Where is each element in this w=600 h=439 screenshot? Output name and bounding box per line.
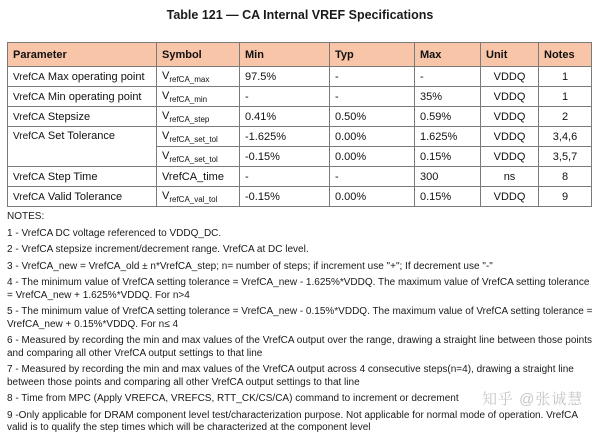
col-header-parameter: Parameter xyxy=(8,43,157,67)
cell-unit: ns xyxy=(481,167,539,187)
cell-notes: 9 xyxy=(539,187,592,207)
table-title: Table 121 — CA Internal VREF Specifications xyxy=(166,8,434,22)
note-5: 5 - The minimum value of VrefCA setting tolerance = VrefCA_new - 0.15%*VDDQ. The maximum value of VrefCA setting tolerance = VrefCA_new + 0.15%*VDDQ. For n≤ 4 xyxy=(7,306,593,330)
table-row xyxy=(8,187,592,207)
table-row xyxy=(8,167,592,187)
notes-header: NOTES: xyxy=(7,211,45,222)
cell-typ: 0.00% xyxy=(330,127,415,147)
vref-spec-table xyxy=(7,42,592,207)
table-row xyxy=(8,127,592,147)
table-row xyxy=(8,87,592,107)
cell-max: 1.625% xyxy=(415,127,481,147)
cell-symbol: $V_{refCA\_min}$ xyxy=(157,87,240,107)
cell-min: -0.15% xyxy=(240,147,330,167)
cell-min: - xyxy=(240,87,330,107)
note-6: 6 - Measured by recording the min and max values of the VrefCA output over the range, drawing a straight line between those points and comparing all other VrefCA output settings to that line xyxy=(7,335,592,359)
cell-min: 0.41% xyxy=(240,107,330,127)
cell-parameter: VrefCA Step Time xyxy=(8,167,157,187)
note-9: 9 -Only applicable for DRAM component level test/characterization purpose. Not applicable for normal mode of operation. VrefCA valid is to qualify the step times which will be characterized at the component level xyxy=(7,409,578,433)
cell-max: - xyxy=(415,67,481,87)
cell-typ: - xyxy=(330,87,415,107)
cell-parameter: VrefCA Min operating point xyxy=(8,87,157,107)
cell-min: - xyxy=(240,167,330,187)
col-header-typ: Typ xyxy=(330,43,415,67)
col-header-notes: Notes xyxy=(539,43,592,67)
note-2: 2 - VrefCA stepsize increment/decrement range. VrefCA at DC level. xyxy=(7,244,309,255)
notes-section xyxy=(7,211,595,439)
table-header-row xyxy=(8,43,592,67)
watermark: 知乎 @张诚慧 xyxy=(482,391,584,408)
cell-typ: 0.00% xyxy=(330,187,415,207)
cell-typ: 0.00% xyxy=(330,147,415,167)
table-row xyxy=(8,67,592,87)
cell-parameter: VrefCA Max operating point xyxy=(8,67,157,87)
cell-unit: VDDQ xyxy=(481,187,539,207)
cell-notes: 8 xyxy=(539,167,592,187)
cell-min: -1.625% xyxy=(240,127,330,147)
cell-min: 97.5% xyxy=(240,67,330,87)
cell-symbol: $V_{refCA\_val\_tol}$ xyxy=(157,187,240,207)
cell-unit: VDDQ xyxy=(481,87,539,107)
cell-max: 300 xyxy=(415,167,481,187)
cell-symbol: $V_{refCA\_set\_tol}$ xyxy=(157,147,240,167)
cell-unit: VDDQ xyxy=(481,107,539,127)
col-header-max: Max xyxy=(415,43,481,67)
col-header-unit: Unit xyxy=(481,43,539,67)
cell-notes: 3,5,7 xyxy=(539,147,592,167)
cell-min: -0.15% xyxy=(240,187,330,207)
cell-symbol: $V_{refCA\_step}$ xyxy=(157,107,240,127)
cell-typ: - xyxy=(330,67,415,87)
note-7: 7 - Measured by recording the min and max values of the VrefCA output across 4 consecutive steps(n=4), drawing a straight line between those points and comparing all other VrefCA output settings to that line xyxy=(7,364,574,388)
col-header-symbol: Symbol xyxy=(157,43,240,67)
cell-unit: VDDQ xyxy=(481,147,539,167)
cell-unit: VDDQ xyxy=(481,127,539,147)
cell-symbol: $V_{refCA\_max}$ xyxy=(157,67,240,87)
cell-parameter: VrefCA Set Tolerance xyxy=(8,127,157,167)
cell-max: 0.15% xyxy=(415,147,481,167)
cell-notes: 1 xyxy=(539,67,592,87)
cell-notes: 2 xyxy=(539,107,592,127)
cell-unit: VDDQ xyxy=(481,67,539,87)
note-4: 4 - The minimum value of VrefCA setting tolerance = VrefCA_new - 1.625%*VDDQ. The maximum value of VrefCA setting tolerance = VrefCA_new + 1.625%*VDDQ. For n>4 xyxy=(7,277,590,301)
cell-symbol: VrefCA_time xyxy=(157,167,240,187)
note-3: 3 - VrefCA_new = VrefCA_old ± n*VrefCA_step; n= number of steps; if increment use "+"; If decrement use "-" xyxy=(7,260,493,272)
cell-parameter: VrefCA Stepsize xyxy=(8,107,157,127)
col-header-min: Min xyxy=(240,43,330,67)
cell-symbol: $V_{refCA\_set\_tol}$ xyxy=(157,127,240,147)
cell-typ: - xyxy=(330,167,415,187)
table-row xyxy=(8,107,592,127)
cell-max: 35% xyxy=(415,87,481,107)
cell-max: 0.59% xyxy=(415,107,481,127)
cell-typ: 0.50% xyxy=(330,107,415,127)
note-1: 1 - VrefCA DC voltage referenced to VDDQ_DC. xyxy=(7,227,222,239)
cell-notes: 3,4,6 xyxy=(539,127,592,147)
note-8: 8 - Time from MPC (Apply VREFCA, VREFCS, RTT_CK/CS/CA) command to increment or decrement xyxy=(7,393,459,404)
cell-max: 0.15% xyxy=(415,187,481,207)
cell-parameter: VrefCA Valid Tolerance xyxy=(8,187,157,207)
cell-notes: 1 xyxy=(539,87,592,107)
